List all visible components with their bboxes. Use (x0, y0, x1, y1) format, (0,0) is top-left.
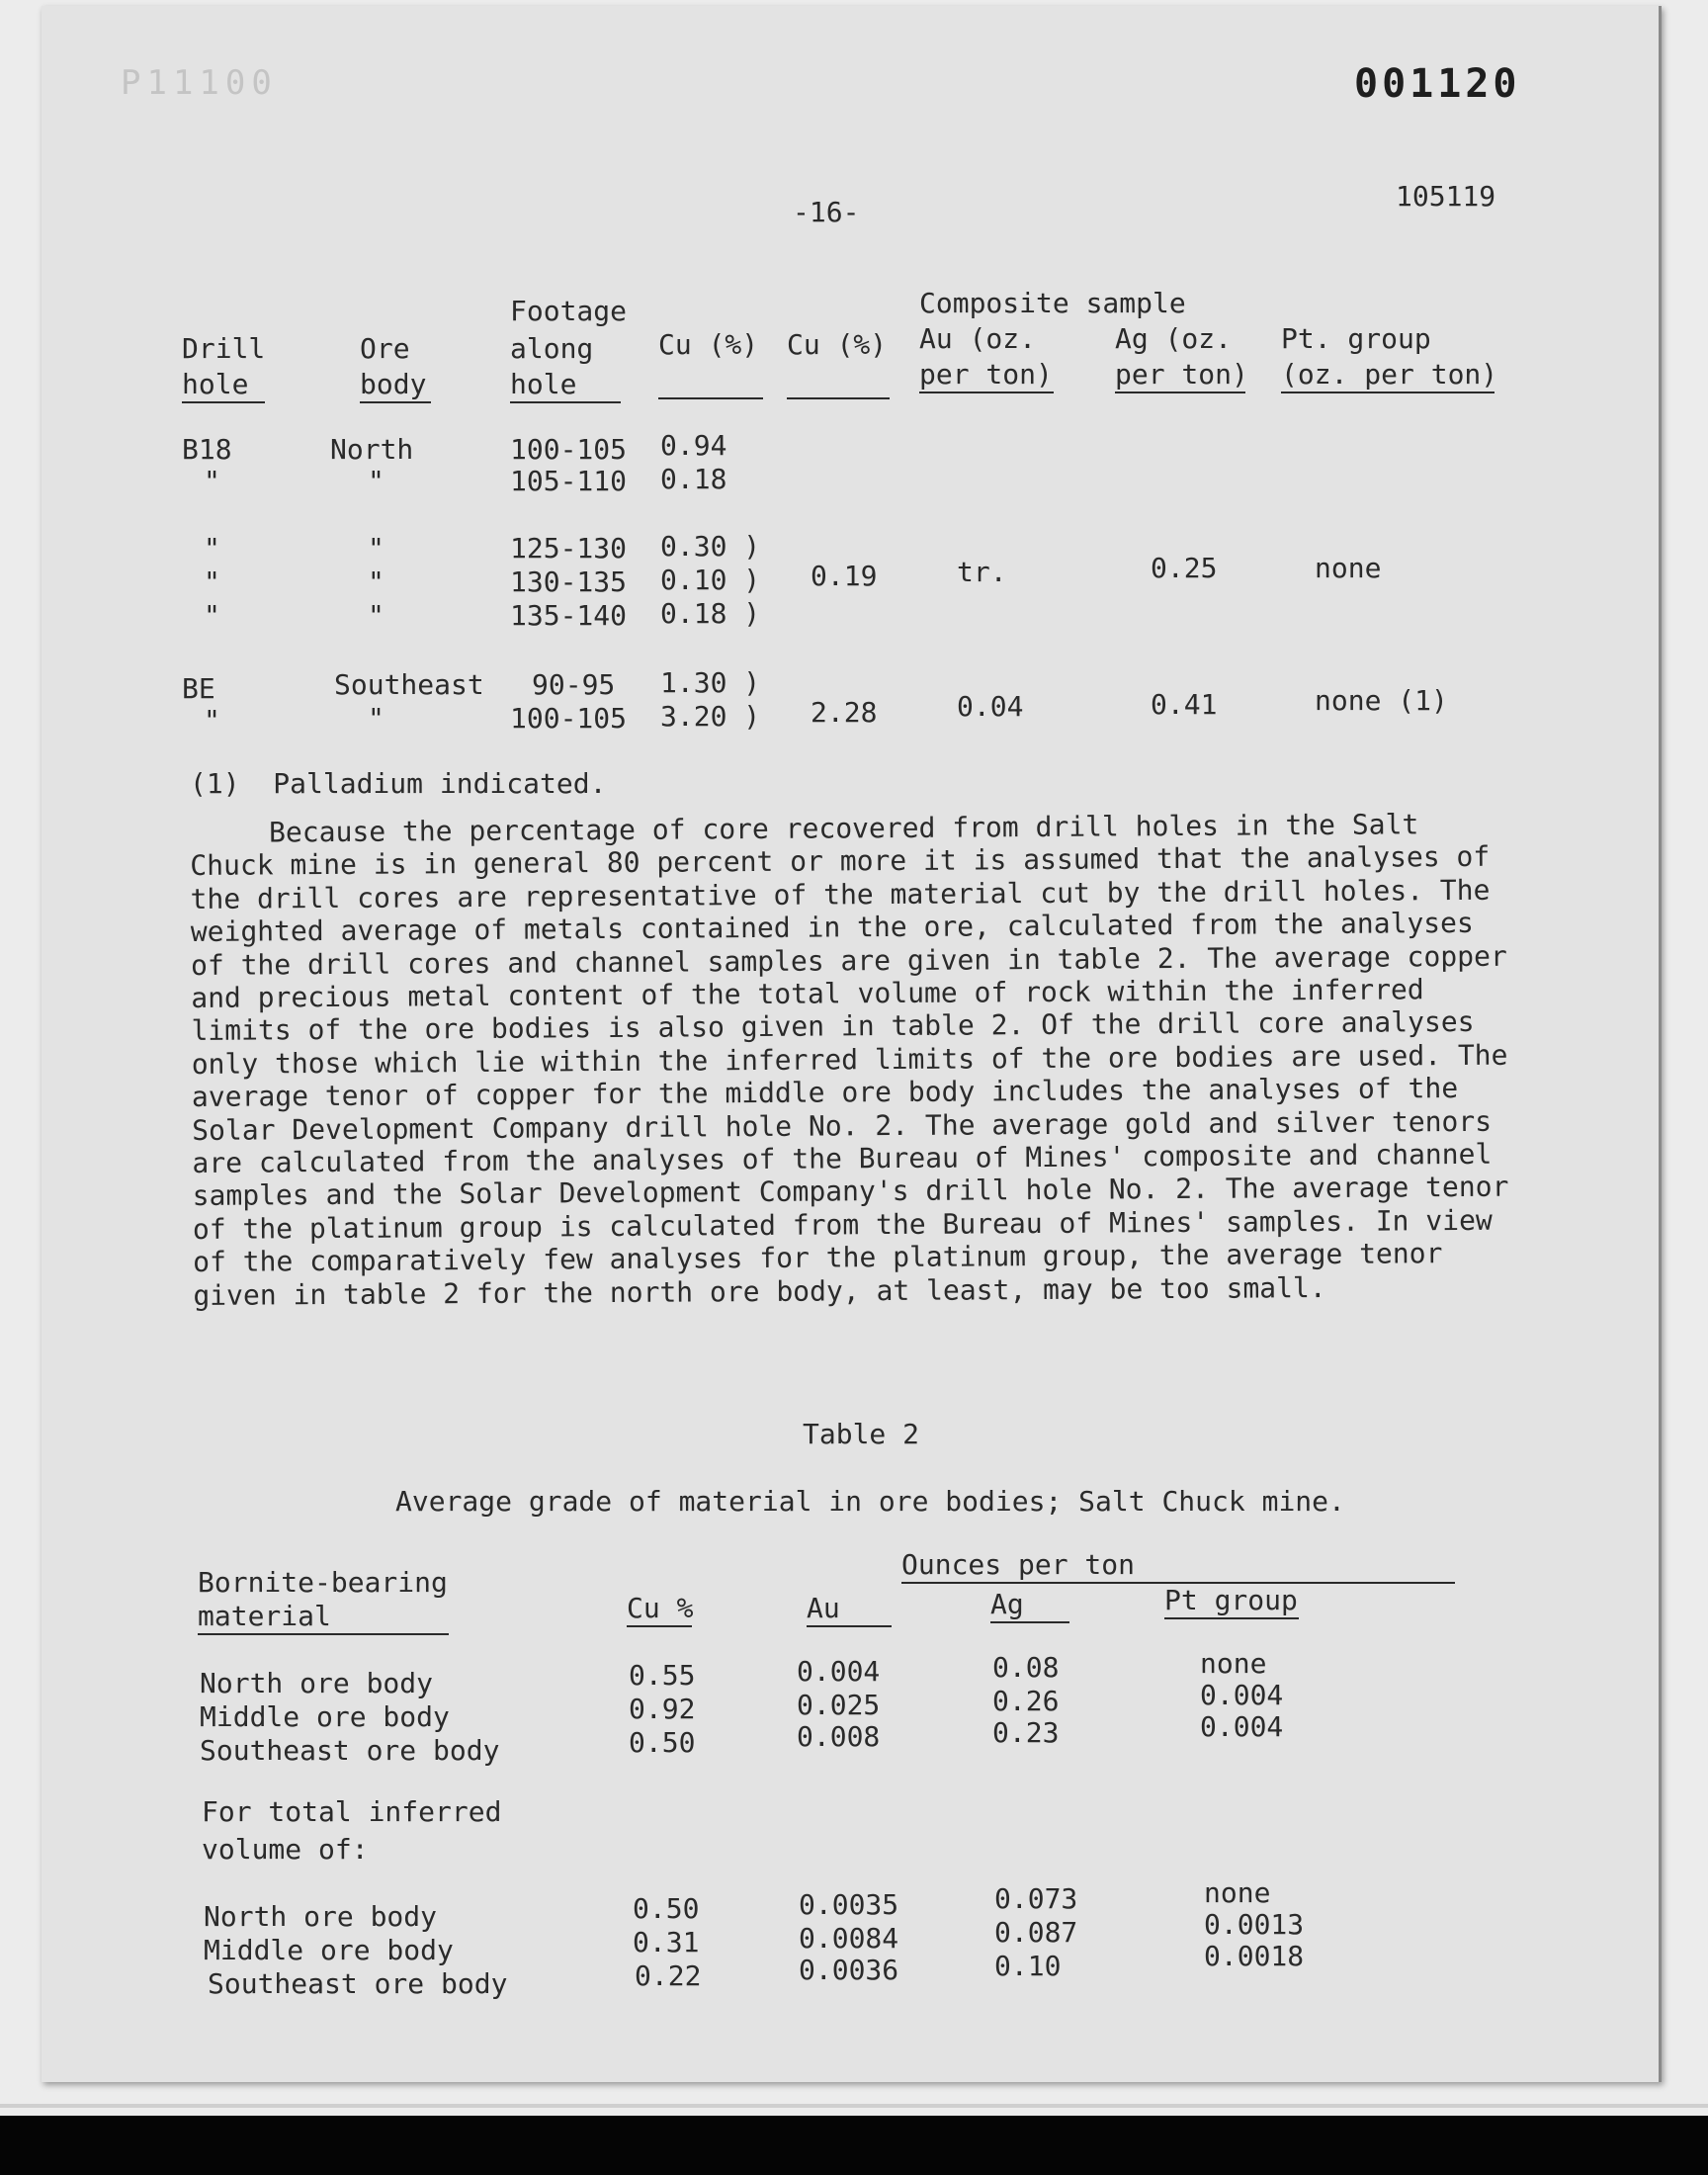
t2-col-au: Au (807, 1592, 892, 1627)
t1-row3-cu: 0.30 ) (660, 530, 761, 563)
col-ore-line2: body (360, 368, 431, 403)
t2-total-row1-name: North ore body (204, 1900, 438, 1933)
col-cu-line1: Cu (%) (658, 328, 759, 361)
t1-row6-footage: 90-95 (532, 668, 616, 701)
col-cu-comp-underline (787, 364, 890, 399)
body-paragraph (190, 808, 1517, 1312)
t2-section-label-2: volume of: (202, 1833, 369, 1866)
t1-row7-ag: 0.41 (1151, 688, 1218, 721)
t1-row7-body: " (368, 702, 384, 735)
col-pt-line1: Pt. group (1281, 322, 1431, 355)
t1-row3-body: " (368, 532, 384, 565)
t2-col-ag: Ag (990, 1588, 1069, 1623)
t2-total-row3-cu: 0.22 (635, 1959, 702, 1992)
t2-total-row2-au: 0.0084 (799, 1922, 899, 1955)
t2-col-cu: Cu % (627, 1592, 692, 1627)
t1-row1-hole: B18 (182, 433, 232, 466)
table-2-title: Table 2 (803, 1418, 920, 1450)
t1-row5-cu: 0.18 ) (660, 597, 761, 630)
col-pt-line2: (oz. per ton) (1281, 358, 1494, 393)
col-footage-line1: along (510, 332, 594, 365)
t1-row7-pt: none (1) (1315, 684, 1448, 717)
t2-row1-cu: 0.55 (629, 1659, 696, 1692)
t2-total-row3-name: Southeast ore body (208, 1967, 508, 2000)
col-au-line2: per ton) (919, 358, 1054, 393)
t1-row4-footage: 130-135 (510, 566, 628, 598)
t2-col-material-1: Bornite-bearing (198, 1566, 448, 1599)
col-drill-line2: hole (182, 368, 265, 403)
t2-total-row2-cu: 0.31 (633, 1926, 700, 1958)
t1-row6-body: Southeast (334, 668, 484, 701)
t1-row4-hole: " (204, 566, 220, 598)
scan-edge-line (0, 2104, 1708, 2108)
t2-total-row3-au: 0.0036 (799, 1954, 899, 1986)
t1-row5-body: " (368, 599, 384, 632)
t1-row4-ag: 0.25 (1151, 552, 1218, 584)
doc-stamp-number: 001120 (1354, 61, 1521, 107)
t1-row7-au: 0.04 (957, 690, 1024, 723)
t1-row4-au: tr. (957, 556, 1007, 588)
t2-total-row2-ag: 0.087 (994, 1916, 1078, 1949)
t2-row1-au: 0.004 (797, 1655, 881, 1688)
body-paragraph-text: Because the percentage of core recovered from drill holes in the Salt Chuck mine is in general 80 percent or more it is assumed that the analyses of the drill cores are representative of the material cut by the drill holes. The weighted average of metals contained in the ore, calculated from the analyses of the drill cores and channel samples are given in table 2. The average copper and precious metal content of the total volume of rock within the inferred limits of the ore bodies is also given in table 2. Of the drill core analyses only those which lie within the inferred limits of the ore bodies are used. The average tenor of copper for the middle ore body includes the analyses of the Solar Development Company drill hole No. 2. The average gold and silver tenors are calculated from the analyses of the Bureau of Mines' composite and channel samples and the Solar Development Company's drill hole No. 2. The average tenor of the platinum group is calculated from the Bureau of Mines' samples. In view of the comparatively few analyses for the platinum group, the average tenor given in table 2 for the north ore body, at least, may be too small. (190, 808, 1509, 1312)
t2-total-row1-pt: none (1204, 1876, 1271, 1909)
col-footage-line0: Footage (510, 295, 628, 327)
t1-row3-hole: " (204, 532, 220, 565)
footnote: (1) Palladium indicated. (190, 767, 607, 800)
t2-row3-au: 0.008 (797, 1720, 881, 1753)
scan-bottom-band (0, 2116, 1708, 2175)
t1-row7-hole: " (204, 704, 220, 737)
t2-row2-pt: 0.004 (1200, 1679, 1284, 1711)
t2-total-row1-au: 0.0035 (799, 1888, 899, 1921)
t2-col-material-2: material (198, 1600, 449, 1635)
t2-total-row3-pt: 0.0018 (1204, 1940, 1305, 1972)
t1-row1-cu: 0.94 (660, 429, 727, 462)
col-cu-underline (658, 364, 763, 399)
t2-total-row1-ag: 0.073 (994, 1882, 1078, 1915)
t2-row3-cu: 0.50 (629, 1726, 696, 1759)
col-ore-line1: Ore (360, 332, 410, 365)
page-number: -16- (793, 196, 860, 228)
t2-row2-au: 0.025 (797, 1689, 881, 1721)
t2-total-row3-ag: 0.10 (994, 1950, 1062, 1982)
reference-number: 105119 (1396, 180, 1496, 213)
t1-row2-cu: 0.18 (660, 463, 727, 495)
t1-row2-footage: 105-110 (510, 465, 628, 497)
t1-row6-hole: BE (182, 672, 215, 705)
t1-row6-cu: 1.30 ) (660, 666, 761, 699)
t1-row5-footage: 135-140 (510, 599, 628, 632)
document-page (42, 6, 1662, 2082)
t1-row7-cu-composite: 2.28 (811, 696, 878, 729)
t2-section-label-1: For total inferred (202, 1795, 502, 1828)
t2-row3-name: Southeast ore body (200, 1734, 500, 1767)
t2-row2-cu: 0.92 (629, 1693, 696, 1725)
t1-row5-hole: " (204, 599, 220, 632)
t1-row1-footage: 100-105 (510, 433, 628, 466)
col-au-line1: Au (oz. (919, 322, 1037, 355)
t1-row1-body: North (330, 433, 414, 466)
t2-total-row2-name: Middle ore body (204, 1934, 454, 1966)
t2-row3-pt: 0.004 (1200, 1710, 1284, 1743)
col-ag-line1: Ag (oz. (1115, 322, 1233, 355)
t2-row1-name: North ore body (200, 1667, 434, 1699)
t2-row2-name: Middle ore body (200, 1700, 450, 1733)
col-footage-line2: hole (510, 368, 621, 403)
t1-row2-body: " (368, 465, 384, 497)
t2-ounces-header: Ounces per ton (901, 1548, 1455, 1584)
ghost-doc-number: P11100 (121, 63, 278, 103)
t2-row1-pt: none (1200, 1647, 1267, 1680)
col-cu-comp-line1: Cu (%) (787, 328, 888, 361)
col-ag-line2: per ton) (1115, 358, 1245, 393)
t1-row2-hole: " (204, 465, 220, 497)
t2-row2-ag: 0.26 (992, 1685, 1060, 1717)
t2-total-row1-cu: 0.50 (633, 1892, 700, 1925)
t1-row4-pt: none (1315, 552, 1382, 584)
t1-row7-cu: 3.20 ) (660, 700, 761, 733)
t1-row4-cu-composite: 0.19 (811, 560, 878, 592)
composite-sample-header: Composite sample (919, 287, 1186, 319)
t1-row7-footage: 100-105 (510, 702, 628, 735)
t2-col-pt: Pt group (1164, 1584, 1299, 1619)
col-drill-line1: Drill (182, 332, 266, 365)
t1-row4-cu: 0.10 ) (660, 564, 761, 596)
table-2-caption: Average grade of material in ore bodies; Salt Chuck mine. (395, 1485, 1345, 1518)
t2-row1-ag: 0.08 (992, 1651, 1060, 1684)
t1-row4-body: " (368, 566, 384, 598)
t2-row3-ag: 0.23 (992, 1716, 1060, 1749)
t2-total-row2-pt: 0.0013 (1204, 1908, 1305, 1941)
t1-row3-footage: 125-130 (510, 532, 628, 565)
